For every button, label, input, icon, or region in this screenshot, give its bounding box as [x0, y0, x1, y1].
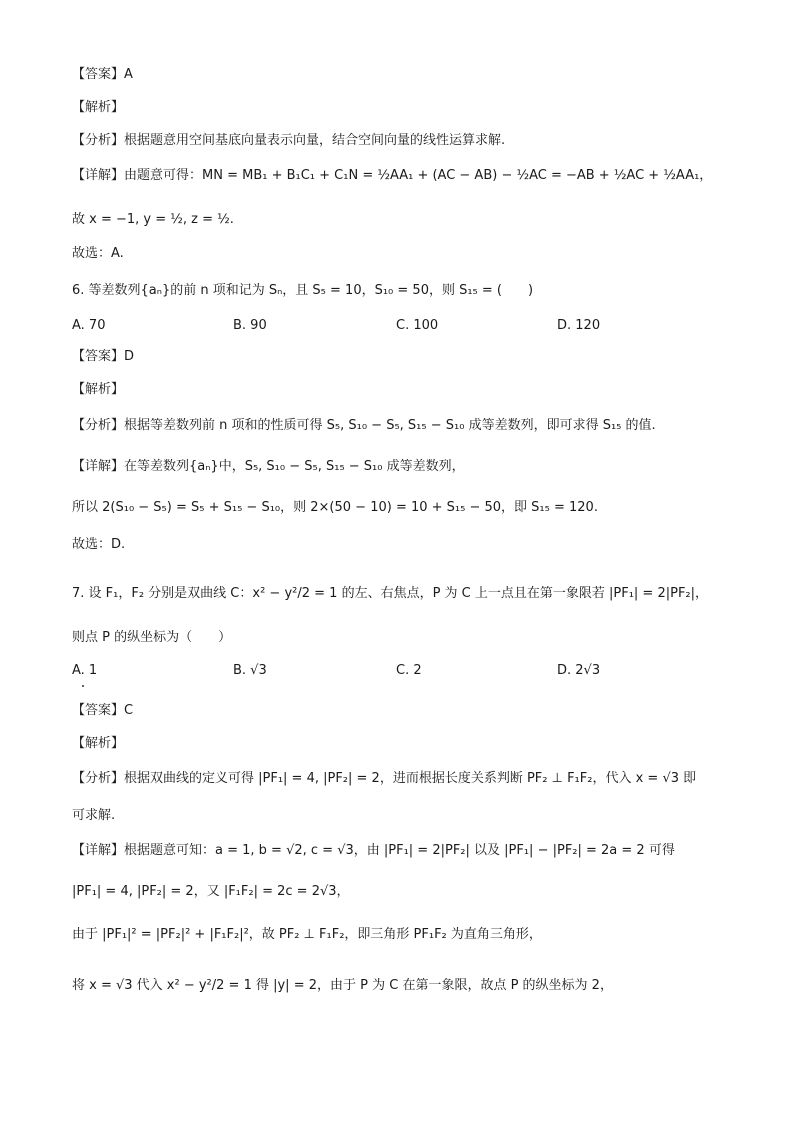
q6-option-b: B. 90: [233, 318, 267, 333]
choice-line: 故选：A.: [72, 246, 124, 261]
detail-result: 故 x = −1, y = ½, z = ½.: [72, 212, 234, 227]
analysis-heading: 【解析】: [72, 100, 125, 115]
choice-line: 故选：D.: [72, 537, 126, 552]
detail-text: 所以 2(S₁₀ − S₅) = S₅ + S₁₅ − S₁₀，则 2×(50 − 10) = 10 + S₁₅ − 50，即 S₁₅ = 120.: [72, 500, 598, 515]
q6-option-d: D. 120: [557, 318, 601, 333]
q7-option-c: C. 2: [396, 663, 422, 678]
analysis-text-cont: 可求解.: [72, 808, 116, 823]
answer-line: 【答案】C: [72, 703, 134, 718]
detail-text: 【详解】由题意可得：MN = MB₁ + B₁C₁ + C₁N = ½AA₁ + (AC − AB) − ½AC = −AB + ½AC + ½AA₁，: [72, 168, 713, 183]
answer-line: 【答案】D: [72, 349, 135, 364]
q7-option-a: A. 1: [72, 663, 98, 678]
analysis-text: 【分析】根据等差数列前 n 项和的性质可得 S₅, S₁₀ − S₅, S₁₅ − S₁₀ 成等差数列，即可求得 S₁₅ 的值.: [72, 418, 656, 433]
q7-option-b: B. √3: [233, 663, 267, 678]
detail-text: 将 x = √3 代入 x² − y²/2 = 1 得 |y| = 2，由于 P 为 C 在第一象限，故点 P 的纵坐标为 2，: [72, 978, 613, 993]
question-7: 7. 设 F₁，F₂ 分别是双曲线 C：x² − y²/2 = 1 的左、右焦点，P 为 C 上一点且在第一象限若 |PF₁| = 2|PF₂|，: [72, 586, 709, 601]
stray-dot: [82, 685, 84, 687]
q6-option-c: C. 100: [396, 318, 439, 333]
analysis-heading: 【解析】: [72, 736, 125, 751]
question-6: 6. 等差数列{aₙ}的前 n 项和记为 Sₙ，且 S₅ = 10，S₁₀ = 50，则 S₁₅ = ( ): [72, 283, 534, 298]
answer-line: 【答案】A: [72, 67, 133, 82]
analysis-text: 【分析】根据双曲线的定义可得 |PF₁| = 4, |PF₂| = 2，进而根据长度关系判断 PF₂ ⊥ F₁F₂，代入 x = √3 即: [72, 771, 697, 786]
q6-option-a: A. 70: [72, 318, 106, 333]
detail-text: 由于 |PF₁|² = |PF₂|² + |F₁F₂|²，故 PF₂ ⊥ F₁F₂，即三角形 PF₁F₂ 为直角三角形，: [72, 927, 542, 942]
analysis-text: 【分析】根据题意用空间基底向量表示向量，结合空间向量的线性运算求解.: [72, 133, 506, 148]
detail-text: |PF₁| = 4, |PF₂| = 2，又 |F₁F₂| = 2c = 2√3，: [72, 884, 350, 899]
analysis-heading: 【解析】: [72, 382, 125, 397]
q7-option-d: D. 2√3: [557, 663, 601, 678]
detail-text: 【详解】在等差数列{aₙ}中，S₅, S₁₀ − S₅, S₁₅ − S₁₀ 成等差数列，: [72, 459, 465, 474]
detail-text: 【详解】根据题意可知：a = 1, b = √2, c = √3，由 |PF₁| = 2|PF₂| 以及 |PF₁| − |PF₂| = 2a = 2 可得: [72, 843, 675, 858]
question-7-cont: 则点 P 的纵坐标为（ ）: [72, 630, 232, 645]
